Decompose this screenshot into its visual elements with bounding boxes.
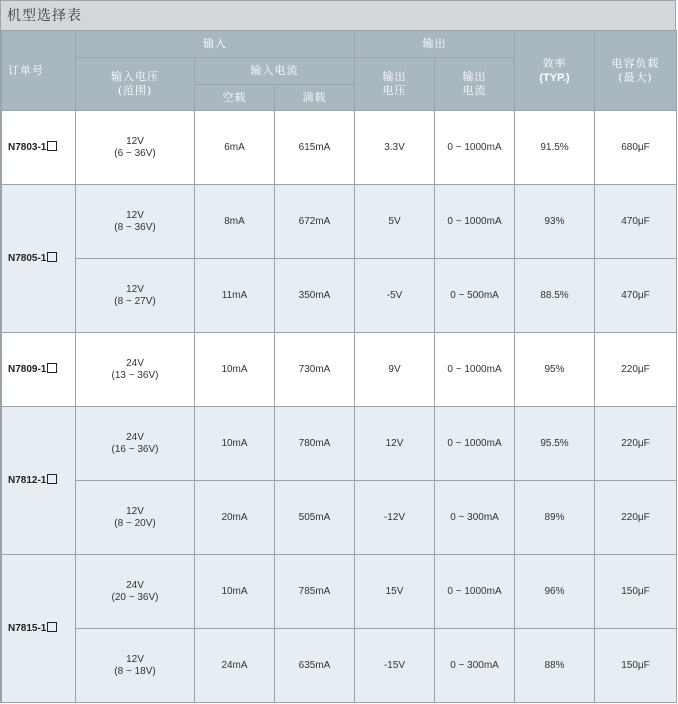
input-voltage-cell [76, 185, 195, 259]
output-voltage-cell: -12V [355, 481, 435, 555]
suffix-box-icon [47, 252, 57, 262]
no-load-current-cell: 24mA [195, 629, 275, 703]
header-efficiency [515, 31, 595, 111]
input-voltage-range: (13 ~ 36V) [111, 369, 159, 381]
efficiency-cell: 89% [515, 481, 595, 555]
output-voltage-cell: 5V [355, 185, 435, 259]
input-voltage-nominal: 24V [126, 431, 144, 443]
output-current-cell: 0 ~ 500mA [435, 259, 515, 333]
output-current-cell: 0 ~ 1000mA [435, 555, 515, 629]
input-voltage-range: (16 ~ 36V) [111, 443, 159, 455]
input-voltage-nominal: 24V [126, 579, 144, 591]
efficiency-cell: 88.5% [515, 259, 595, 333]
output-voltage-cell: -15V [355, 629, 435, 703]
input-voltage-range: (8 ~ 20V) [114, 517, 156, 529]
capacitive-load-cell: 220μF [595, 407, 677, 481]
header-input: 输入 [76, 31, 355, 58]
order-number: N7809-1 [8, 364, 47, 375]
input-voltage-cell [76, 259, 195, 333]
table-row [2, 555, 677, 629]
capacitive-load-cell: 150μF [595, 555, 677, 629]
efficiency-cell: 96% [515, 555, 595, 629]
full-load-current-cell: 615mA [275, 111, 355, 185]
header-vin-range: (范围) [117, 84, 153, 97]
order-number-cell [2, 333, 76, 407]
header-output-voltage [355, 58, 435, 111]
output-current-cell: 0 ~ 300mA [435, 629, 515, 703]
table-row [2, 629, 677, 703]
header-order-number: 订单号 [2, 31, 76, 111]
output-voltage-cell: 3.3V [355, 111, 435, 185]
output-voltage-cell: 15V [355, 555, 435, 629]
input-voltage-range: (20 ~ 36V) [111, 591, 159, 603]
no-load-current-cell: 10mA [195, 555, 275, 629]
efficiency-cell: 93% [515, 185, 595, 259]
no-load-current-cell: 8mA [195, 185, 275, 259]
full-load-current-cell: 505mA [275, 481, 355, 555]
input-voltage-cell [76, 629, 195, 703]
full-load-current-cell: 672mA [275, 185, 355, 259]
order-number-cell [2, 111, 76, 185]
capacitive-load-cell: 220μF [595, 481, 677, 555]
header-input-current: 输入电流 [195, 58, 355, 85]
order-number-cell [2, 555, 76, 703]
order-number: N7815-1 [8, 623, 47, 634]
header-vout-line1: 输出 [382, 70, 407, 83]
efficiency-cell: 88% [515, 629, 595, 703]
order-number: N7812-1 [8, 475, 47, 486]
full-load-current-cell: 730mA [275, 333, 355, 407]
header-cap-label: 电容负载 [611, 56, 660, 70]
input-voltage-range: (6 ~ 36V) [114, 147, 156, 159]
output-current-cell: 0 ~ 1000mA [435, 111, 515, 185]
no-load-current-cell: 10mA [195, 333, 275, 407]
table-row [2, 333, 677, 407]
input-voltage-cell [76, 111, 195, 185]
table-body [2, 111, 677, 703]
header-input-voltage [76, 58, 195, 111]
output-voltage-cell: 12V [355, 407, 435, 481]
efficiency-cell: 95.5% [515, 407, 595, 481]
input-voltage-range: (8 ~ 18V) [114, 665, 156, 677]
header-full-load: 满载 [275, 85, 355, 111]
suffix-box-icon [47, 141, 57, 151]
order-number-cell [2, 407, 76, 555]
table-row [2, 259, 677, 333]
header-iout-line1: 输出 [462, 70, 487, 83]
page-title: 机型选择表 [1, 0, 675, 31]
efficiency-cell: 95% [515, 333, 595, 407]
full-load-current-cell: 785mA [275, 555, 355, 629]
input-voltage-range: (8 ~ 36V) [114, 221, 156, 233]
input-voltage-cell [76, 481, 195, 555]
header-efficiency-typ: (TYP.) [539, 71, 570, 84]
capacitive-load-cell: 470μF [595, 259, 677, 333]
input-voltage-nominal: 12V [126, 135, 144, 147]
output-voltage-cell: 9V [355, 333, 435, 407]
output-current-cell: 0 ~ 300mA [435, 481, 515, 555]
header-capacitive-load [595, 31, 677, 111]
suffix-box-icon [47, 622, 57, 632]
order-number-cell [2, 185, 76, 333]
order-number: N7805-1 [8, 253, 47, 264]
input-voltage-cell [76, 555, 195, 629]
table-row [2, 111, 677, 185]
header-vin-label: 输入电压 [111, 70, 159, 83]
capacitive-load-cell: 220μF [595, 333, 677, 407]
capacitive-load-cell: 470μF [595, 185, 677, 259]
efficiency-cell: 91.5% [515, 111, 595, 185]
header-efficiency-label: 效率 [542, 56, 567, 70]
full-load-current-cell: 635mA [275, 629, 355, 703]
output-current-cell: 0 ~ 1000mA [435, 333, 515, 407]
input-voltage-cell [76, 333, 195, 407]
header-vout-line2: 电压 [382, 84, 407, 97]
capacitive-load-cell: 680μF [595, 111, 677, 185]
output-current-cell: 0 ~ 1000mA [435, 407, 515, 481]
header-iout-line2: 电流 [462, 84, 487, 97]
input-voltage-nominal: 12V [126, 209, 144, 221]
table-row [2, 481, 677, 555]
output-voltage-cell: -5V [355, 259, 435, 333]
capacitive-load-cell: 150μF [595, 629, 677, 703]
suffix-box-icon [47, 474, 57, 484]
table-row [2, 185, 677, 259]
header-cap-max: (最大) [618, 70, 653, 84]
header-no-load: 空载 [195, 85, 275, 111]
table-row [2, 407, 677, 481]
full-load-current-cell: 780mA [275, 407, 355, 481]
suffix-box-icon [47, 363, 57, 373]
header-output: 输出 [355, 31, 515, 58]
output-current-cell: 0 ~ 1000mA [435, 185, 515, 259]
model-selection-table [1, 30, 677, 703]
no-load-current-cell: 10mA [195, 407, 275, 481]
input-voltage-range: (8 ~ 27V) [114, 295, 156, 307]
input-voltage-nominal: 24V [126, 357, 144, 369]
full-load-current-cell: 350mA [275, 259, 355, 333]
no-load-current-cell: 6mA [195, 111, 275, 185]
order-number: N7803-1 [8, 142, 47, 153]
no-load-current-cell: 11mA [195, 259, 275, 333]
input-voltage-cell [76, 407, 195, 481]
no-load-current-cell: 20mA [195, 481, 275, 555]
input-voltage-nominal: 12V [126, 653, 144, 665]
input-voltage-nominal: 12V [126, 505, 144, 517]
header-output-current [435, 58, 515, 111]
input-voltage-nominal: 12V [126, 283, 144, 295]
